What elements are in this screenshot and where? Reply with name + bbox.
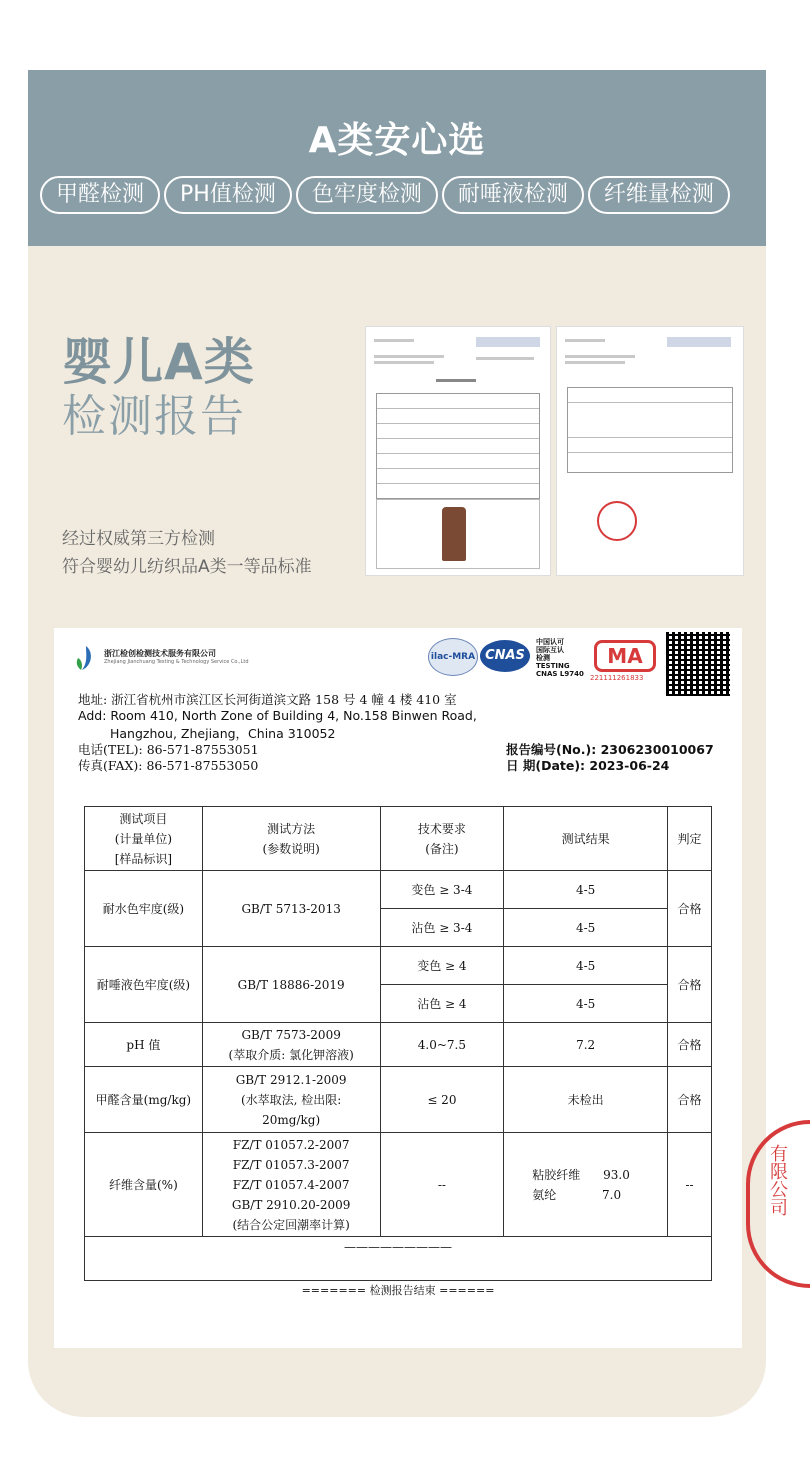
address-en-1: Add: Room 410, North Zone of Building 4, No.158 Binwen Road,	[78, 708, 477, 723]
r2-method: GB/T 18886-2019	[202, 947, 380, 1023]
r4-req: ≤ 20	[380, 1067, 504, 1133]
r1-req-a: 变色 ≥ 3-4	[380, 871, 504, 909]
r3-judge: 合格	[668, 1023, 712, 1067]
r4-judge: 合格	[668, 1067, 712, 1133]
r2-item: 耐唾液色牢度(级)	[85, 947, 203, 1023]
r5-judge: --	[668, 1133, 712, 1237]
pill-ph: PH值检测	[164, 176, 292, 214]
r1-res-b: 4-5	[504, 909, 668, 947]
tel: 电话(TEL): 86-571-87553051	[78, 742, 259, 757]
r1-method: GB/T 5713-2013	[202, 871, 380, 947]
address-en-2: Hangzhou, Zhejiang，China 310052	[110, 726, 336, 741]
r2-judge: 合格	[668, 947, 712, 1023]
r1-judge: 合格	[668, 871, 712, 947]
intro-heading: 婴儿A类	[62, 333, 255, 391]
r4-res: 未检出	[504, 1067, 668, 1133]
test-report	[54, 628, 742, 1348]
r3-res: 7.2	[504, 1023, 668, 1067]
ilac-logo: ilac-MRA	[428, 638, 478, 676]
pants-photo	[442, 507, 466, 561]
report-end-marker: ======= 检测报告结束 ======	[301, 1284, 495, 1297]
header-item: 测试项目 (计量单位) [样品标识]	[85, 807, 203, 871]
company-name-cn: 浙江检创检测技术服务有限公司	[104, 649, 216, 658]
r3-req: 4.0~7.5	[380, 1023, 504, 1067]
company-name-en: Zhejiang Jianchuang Testing & Technology Service Co.,Ltd	[104, 659, 249, 665]
header-result: 测试结果	[504, 807, 668, 871]
header-requirement: 技术要求 (备注)	[380, 807, 504, 871]
r1-item: 耐水色牢度(级)	[85, 871, 203, 947]
red-stamp-edge: 有限公司	[746, 1120, 810, 1288]
page-title: A类安心选	[308, 120, 486, 161]
r5-res: 粘胶纤维 93.0 氨纶 7.0	[504, 1133, 668, 1237]
header-judge: 判定	[668, 807, 712, 871]
test-pill-list	[40, 176, 730, 214]
ma-logo: MA	[594, 640, 656, 672]
r5-item: 纤维含量(%)	[85, 1133, 203, 1237]
r3-item: pH 值	[85, 1023, 203, 1067]
header-band	[28, 70, 766, 246]
intro-desc-1: 经过权威第三方检测	[62, 529, 215, 549]
qr-code[interactable]	[666, 632, 730, 696]
blank-row: —————————	[85, 1237, 712, 1281]
r2-res-b: 4-5	[504, 985, 668, 1023]
company-logo-icon	[74, 644, 96, 672]
report-number: 报告编号(No.): 2306230010067	[506, 742, 714, 757]
cnas-cert-text: 中国认可 国际互认 检测 TESTING CNAS L9740	[536, 638, 584, 678]
r3-method: GB/T 7573-2009 (萃取介质: 氯化钾溶液)	[202, 1023, 380, 1067]
header-method: 测试方法 (参数说明)	[202, 807, 380, 871]
seal-stamp	[597, 501, 637, 541]
r5-method: FZ/T 01057.2-2007 FZ/T 01057.3-2007 FZ/T 01057.4-2007 GB/T 2910.20-2009 (结合公定回潮率计算)	[202, 1133, 380, 1237]
r1-req-b: 沾色 ≥ 3-4	[380, 909, 504, 947]
intro-subheading: 检测报告	[62, 391, 246, 442]
r4-method: GB/T 2912.1-2009 (水萃取法, 检出限: 20mg/kg)	[202, 1067, 380, 1133]
r4-item: 甲醛含量(mg/kg)	[85, 1067, 203, 1133]
address-cn: 地址: 浙江省杭州市滨江区长河街道滨文路 158 号 4 幢 4 楼 410 室	[78, 692, 457, 707]
pill-color-fastness: 色牢度检测	[296, 176, 438, 214]
report-thumbnail-page-2[interactable]	[556, 326, 744, 576]
r5-req: --	[380, 1133, 504, 1237]
ma-number: 221111261833	[590, 674, 644, 682]
r2-req-a: 变色 ≥ 4	[380, 947, 504, 985]
pill-saliva: 耐唾液检测	[442, 176, 584, 214]
pill-formaldehyde: 甲醛检测	[40, 176, 160, 214]
r2-req-b: 沾色 ≥ 4	[380, 985, 504, 1023]
r1-res-a: 4-5	[504, 871, 668, 909]
report-date: 日 期(Date): 2023-06-24	[506, 758, 670, 773]
fax: 传真(FAX): 86-571-87553050	[78, 758, 259, 773]
results-table	[84, 806, 712, 1281]
pill-fiber: 纤维量检测	[588, 176, 730, 214]
r2-res-a: 4-5	[504, 947, 668, 985]
cnas-logo: CNAS	[480, 640, 530, 672]
report-thumbnail-page-1[interactable]	[365, 326, 551, 576]
intro-desc-2: 符合婴幼儿纺织品A类一等品标准	[62, 557, 312, 577]
